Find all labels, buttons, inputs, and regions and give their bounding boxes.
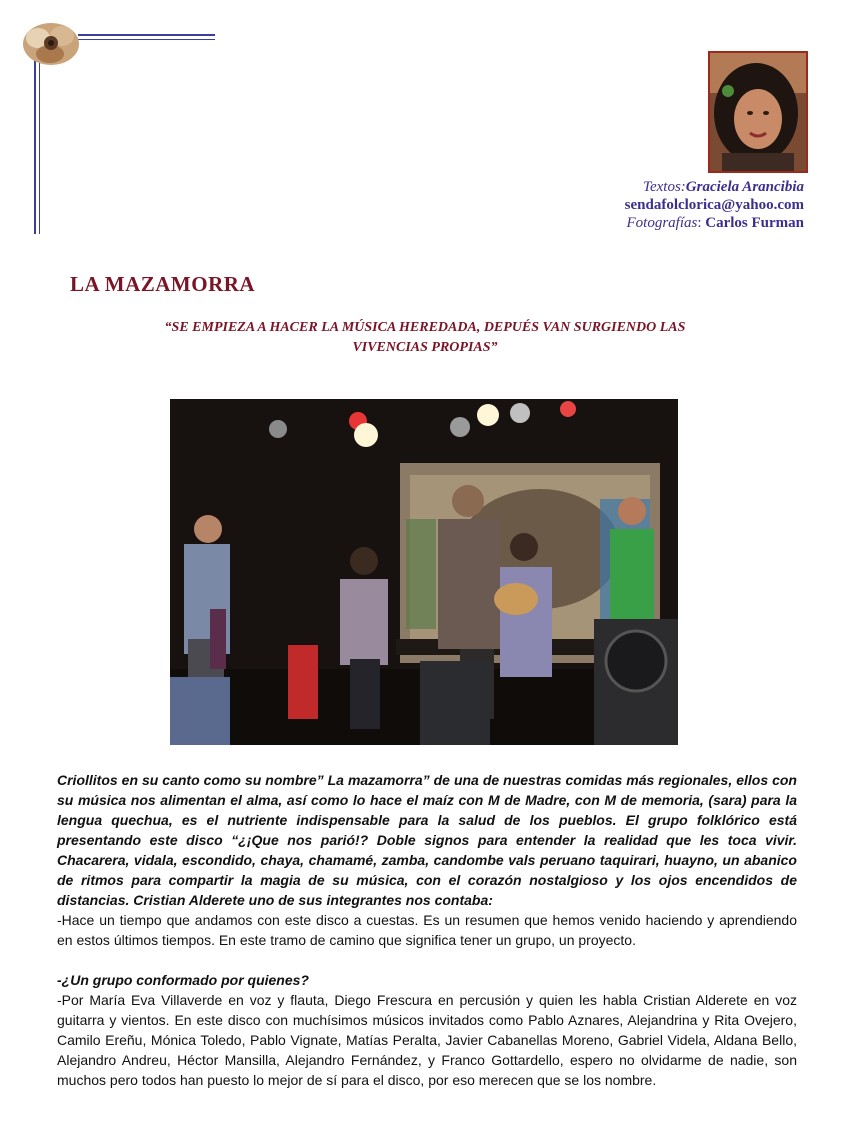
- author-portrait: [708, 51, 808, 173]
- pull-quote-line-2: VIVENCIAS PROPIAS”: [352, 340, 498, 355]
- photos-separator: :: [697, 215, 706, 231]
- photographer-name: Carlos Furman: [705, 215, 804, 231]
- pull-quote-line-1: “SE EMPIEZA A HACER LA MÚSICA HEREDADA, DEPUÉS VAN SURGIENDO LAS: [164, 320, 686, 335]
- article-title: LA MAZAMORRA: [70, 272, 256, 296]
- credits-texts-line: [625, 178, 804, 196]
- texts-label: Textos:: [643, 179, 686, 195]
- flower-ornament-icon: [20, 18, 82, 68]
- pull-quote: [80, 318, 770, 358]
- article-credits: [625, 178, 804, 232]
- article-body: [57, 770, 797, 1090]
- answer-paragraph-1: -Hace un tiempo que andamos con este disco a cuestas. Es un resumen que hemos venido haciendo y aprendiendo en estos últimos tiempos. En este tramo de camino que significa tener un grupo, un proyecto.: [57, 912, 797, 948]
- author-name: Graciela Arancibia: [685, 179, 804, 195]
- band-photo: [170, 399, 678, 745]
- answer-paragraph-2: -Por María Eva Villaverde en voz y flauta, Diego Frescura en percusión y quien les habla Cristian Alderete en voz guitarra y vientos. En este disco con muchísimos músicos invitados como Pablo Aznares, Alejandrina y Rita Ovejero, Camilo Ereñu, Mónica Toledo, Pablo Vignate, Matías Peralta, Javier Cabanellas Moreno, Gabriel Videla, Aldana Bello, Alejandro Andreu, Héctor Mansilla, Alejandro Fernández, y Franco Gottardello, espero no olvidarme de nadie, son muchos pero todos han puesto lo mejor de sí para el disco, por eso merecen que se los nombre.: [57, 992, 797, 1088]
- author-email[interactable]: sendafolclorica@yahoo.com: [624, 197, 804, 213]
- decorative-rule-left-thin: [39, 60, 40, 234]
- decorative-rule-top: [78, 34, 215, 36]
- question-2: -¿Un grupo conformado por quienes?: [57, 972, 309, 988]
- credits-photos-line: [625, 214, 804, 232]
- photos-label: Fotografías: [626, 215, 698, 231]
- intro-paragraph: Criollitos en su canto como su nombre” La mazamorra” de una de nuestras comidas más regionales, ellos con su música nos alimentan el alma, así como lo hace el maíz con M de Madre, con M de memoria, (sara) para la lengua quechua, es el nutriente indispensable para la salud de los pueblos. El grupo folklórico está presentando este disco “¿¡Que nos parió!? Doble signos para entender la realidad que les toca vivir. Chacarera, vidala, escondido, chaya, chamamé, zamba, candombe vals peruano taquirari, huayno, un abanico de ritmos para compartir la magia de su música, con el corazón nostalgioso y los ojos encendidos de distancias. Cristian Alderete uno de sus integrantes nos contaba:: [57, 772, 797, 908]
- decorative-rule-top-thin: [78, 39, 215, 40]
